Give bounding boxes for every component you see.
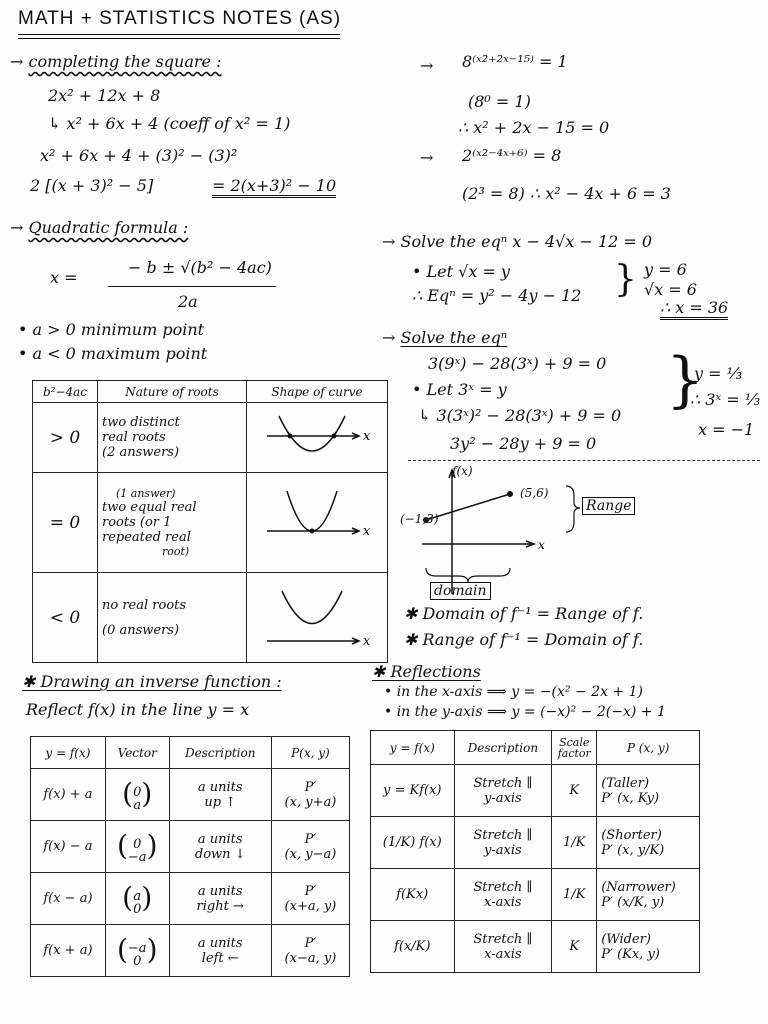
stretch-header-f: y = f(x): [371, 731, 455, 765]
solve1-answer: ∴ x = 36: [660, 298, 728, 320]
roots-nature-line: root): [162, 545, 190, 558]
solve1-line-2: ∴ Eqⁿ = y² − 4y − 12: [412, 286, 582, 305]
table-row: [31, 873, 350, 925]
table-row: [33, 473, 388, 573]
table-row: [33, 573, 388, 663]
completing-section: → completing the square :: [10, 52, 222, 71]
stretch-desc-2: x-axis: [484, 946, 522, 962]
stretch-f: f(x/K): [371, 921, 455, 973]
table-row: [371, 817, 700, 869]
trans-desc-1: a units: [197, 883, 243, 899]
roots-cond: < 0: [33, 573, 98, 663]
trans-f: f(x) − a: [31, 821, 106, 873]
quadratic-bullet-1: • a > 0 minimum point: [18, 320, 205, 339]
exp-arrow-2: →: [420, 148, 434, 167]
solve2-heading: → Solve the eqⁿ: [382, 328, 508, 347]
stretch-desc-1: Stretch ∥: [473, 827, 533, 843]
solve2-line-3: ↳ 3(3ˣ)² − 28(3ˣ) + 9 = 0: [418, 406, 622, 425]
quadratic-x: x =: [50, 268, 78, 287]
axis-x-label: x: [363, 523, 371, 539]
trans-vector: (0 a): [105, 769, 169, 821]
trans-p-1: P′: [304, 935, 317, 951]
stretch-p-1: (Narrower): [601, 879, 676, 895]
stretch-k: K: [552, 765, 597, 817]
stretch-p-1: (Shorter): [601, 827, 662, 843]
graph-fx-label: f(x): [452, 464, 473, 478]
trans-desc-2: right →: [196, 898, 244, 914]
stretch-p-2: P′ (x/K, y): [601, 894, 665, 910]
stretch-header-desc: Description: [454, 731, 552, 765]
vector-top: 0: [133, 785, 142, 801]
stretch-desc-1: Stretch ∥: [473, 775, 533, 791]
shape-cell: [247, 473, 388, 573]
roots-nature-line: two equal real: [102, 500, 197, 515]
stretch-p-1: (Wider): [601, 931, 651, 947]
trans-desc-1: a units: [197, 935, 243, 951]
trans-f: f(x + a): [31, 925, 106, 977]
stretch-desc-1: Stretch ∥: [473, 931, 533, 947]
solve2-brace: }: [666, 345, 705, 415]
trans-f: f(x − a): [31, 873, 106, 925]
vector-bottom: 0: [133, 902, 142, 918]
exp-arrow-1: →: [420, 56, 434, 75]
range-label: Range: [582, 497, 635, 515]
drawing-heading-text: ✱ Drawing an inverse function :: [22, 672, 282, 691]
vector-bottom: a: [133, 798, 142, 814]
reflections-line-1: • in the x-axis ⟹ y = −(x² − 2x + 1): [384, 684, 643, 700]
solve2-line-1: 3(9ˣ) − 28(3ˣ) + 9 = 0: [428, 354, 607, 373]
stretch-k: 1/K: [552, 869, 597, 921]
solve1-result-2: √x = 6: [644, 280, 697, 299]
graph-x-label: x: [538, 538, 545, 552]
table-row: [33, 403, 388, 473]
shape-cell: [247, 573, 388, 663]
vector-top: a: [133, 889, 142, 905]
solve1-brace: }: [614, 259, 637, 300]
trans-p-2: (x, y+a): [284, 794, 337, 810]
drawing-heading: [22, 672, 282, 691]
solve2-heading-text: Solve the eqⁿ: [400, 328, 508, 347]
stretch-f: y = Kf(x): [371, 765, 455, 817]
roots-header-shape: Shape of curve: [247, 381, 388, 403]
roots-header-nature: Nature of roots: [98, 381, 247, 403]
quadratic-section: → Quadratic formula :: [10, 218, 189, 237]
trans-vector: (a 0): [105, 873, 169, 925]
stretch-table: [370, 730, 700, 973]
table-row: [31, 769, 350, 821]
exp-line-4: 2⁽ˣ²⁻⁴ˣ⁺⁶⁾ = 8: [462, 146, 562, 165]
curve-one-root-diagram: [257, 486, 377, 556]
roots-header-disc: b²−4ac: [33, 381, 98, 403]
trans-header-f: y = f(x): [31, 737, 106, 769]
solve2-line-2: • Let 3ˣ = y: [412, 380, 507, 399]
roots-nature-line: two distinct: [102, 415, 180, 430]
trans-p-2: (x−a, y): [284, 950, 337, 966]
trans-vector: ( 0 −a): [105, 821, 169, 873]
roots-nature-line: (0 answers): [102, 622, 180, 638]
page-title: MATH + STATISTICS NOTES (AS): [18, 8, 342, 29]
stretch-f: f(Kx): [371, 869, 455, 921]
trans-vector: (−a 0 ): [105, 925, 169, 977]
roots-cond: = 0: [33, 473, 98, 573]
solve1-result-3: [660, 298, 728, 317]
domain-label: domain: [430, 582, 491, 600]
inverse-note-1: ✱ Domain of f⁻¹ = Range of f.: [404, 604, 644, 623]
axis-x-label: x: [363, 428, 371, 444]
roots-nature-line: real roots: [102, 430, 166, 445]
roots-nature-line: (2 answers): [102, 445, 180, 460]
vector-top: 0: [133, 837, 142, 853]
title-underline: [18, 34, 340, 35]
stretch-k: K: [552, 921, 597, 973]
trans-desc-2: left ←: [201, 950, 239, 966]
completing-line-4a: 2 [(x + 3)² − 5]: [30, 176, 154, 195]
roots-table: [32, 380, 388, 663]
roots-cond: > 0: [33, 403, 98, 473]
table-row: [31, 821, 350, 873]
vector-bottom: −a: [127, 850, 147, 866]
completing-heading: completing the square :: [28, 52, 222, 71]
table-row: [371, 921, 700, 973]
trans-p-1: P′: [304, 883, 317, 899]
graph-point-2: (5,6): [520, 486, 549, 500]
solve2-result-3: x = −1: [698, 420, 755, 439]
trans-desc-1: a units: [197, 831, 243, 847]
reflections-heading-text: ✱ Reflections: [372, 662, 481, 681]
trans-p-2: (x+a, y): [284, 898, 337, 914]
solve1-line-1: • Let √x = y: [412, 262, 510, 281]
curve-no-roots-diagram: [257, 581, 377, 651]
roots-nature-line: roots (or 1: [102, 515, 172, 530]
trans-p-1: P′: [304, 779, 317, 795]
solve2-result-1: y = ⅓: [694, 364, 743, 383]
completing-line-2: ↳ x² + 6x + 4 (coeff of x² = 1): [48, 114, 291, 133]
curve-two-roots-diagram: [257, 406, 377, 466]
stretch-f: (1/K) f(x): [371, 817, 455, 869]
solve2-result-2: ∴ 3ˣ = ⅓: [690, 390, 761, 409]
quadratic-numerator: − b ± √(b² − 4ac): [128, 258, 272, 277]
roots-nature-line: no real roots: [102, 597, 187, 613]
solve1-heading: → Solve the eqⁿ x − 4√x − 12 = 0: [382, 232, 653, 251]
quadratic-heading: Quadratic formula :: [28, 218, 189, 237]
quadratic-bullet-2: • a < 0 maximum point: [18, 344, 208, 363]
table-row: [371, 869, 700, 921]
roots-nature-line: (1 answer): [116, 487, 176, 500]
solve1-heading-text: Solve the eqⁿ x − 4√x − 12 = 0: [400, 232, 653, 251]
completing-line-1: 2x² + 12x + 8: [48, 86, 161, 105]
trans-desc-1: a units: [197, 779, 243, 795]
stretch-p-2: P′ (Kx, y): [601, 946, 660, 962]
trans-p-2: (x, y−a): [284, 846, 337, 862]
trans-p-1: P′: [304, 831, 317, 847]
trans-header-desc: Description: [169, 737, 271, 769]
title-underline-2: [18, 38, 340, 39]
stretch-desc-2: y-axis: [484, 790, 522, 806]
exp-line-5: (2³ = 8) ∴ x² − 4x + 6 = 3: [462, 184, 671, 203]
completing-result: = 2(x+3)² − 10: [212, 176, 336, 198]
translation-table: [30, 736, 350, 977]
trans-header-vector: Vector: [105, 737, 169, 769]
trans-header-p: P(x, y): [271, 737, 349, 769]
stretch-p-2: P′ (x, y/K): [601, 842, 665, 858]
stretch-header-p: P (x, y): [597, 731, 700, 765]
stretch-p-1: (Taller): [601, 775, 650, 791]
exp-line-3: ∴ x² + 2x − 15 = 0: [458, 118, 610, 137]
vector-bottom: 0: [133, 954, 142, 970]
trans-desc-2: up ↑: [204, 794, 237, 810]
stretch-header-scale: Scale factor: [552, 731, 597, 765]
stretch-desc-1: Stretch ∥: [473, 879, 533, 895]
fraction-bar: [108, 286, 276, 287]
stretch-p-2: P′ (x, Ky): [601, 790, 660, 806]
stretch-desc-2: y-axis: [484, 842, 522, 858]
quadratic-denominator: 2a: [178, 292, 198, 311]
inverse-note-2: ✱ Range of f⁻¹ = Domain of f.: [404, 630, 644, 649]
axis-x-label: x: [363, 633, 371, 649]
table-row: [371, 765, 700, 817]
drawing-line: Reflect f(x) in the line y = x: [26, 700, 250, 719]
vector-top: −a: [127, 941, 147, 957]
stretch-k: 1/K: [552, 817, 597, 869]
trans-f: f(x) + a: [31, 769, 106, 821]
exp-line-1: 8⁽ˣ²⁺²ˣ⁻¹⁵⁾ = 1: [462, 52, 568, 71]
exp-line-2: (8⁰ = 1): [468, 92, 531, 111]
trans-desc-2: down ↓: [194, 846, 246, 862]
completing-line-4b: [212, 176, 336, 195]
section-divider: [408, 460, 760, 461]
reflections-line-2: • in the y-axis ⟹ y = (−x)² − 2(−x) + 1: [384, 704, 666, 720]
stretch-desc-2: x-axis: [484, 894, 522, 910]
roots-nature-line: repeated real: [102, 530, 191, 545]
table-row: [31, 925, 350, 977]
completing-line-3: x² + 6x + 4 + (3)² − (3)²: [40, 146, 238, 165]
solve2-line-4: 3y² − 28y + 9 = 0: [450, 434, 597, 453]
reflections-heading: [372, 662, 481, 681]
graph-point-1: (−1,3): [400, 512, 439, 526]
solve1-result-1: y = 6: [644, 260, 687, 279]
shape-cell: [247, 403, 388, 473]
